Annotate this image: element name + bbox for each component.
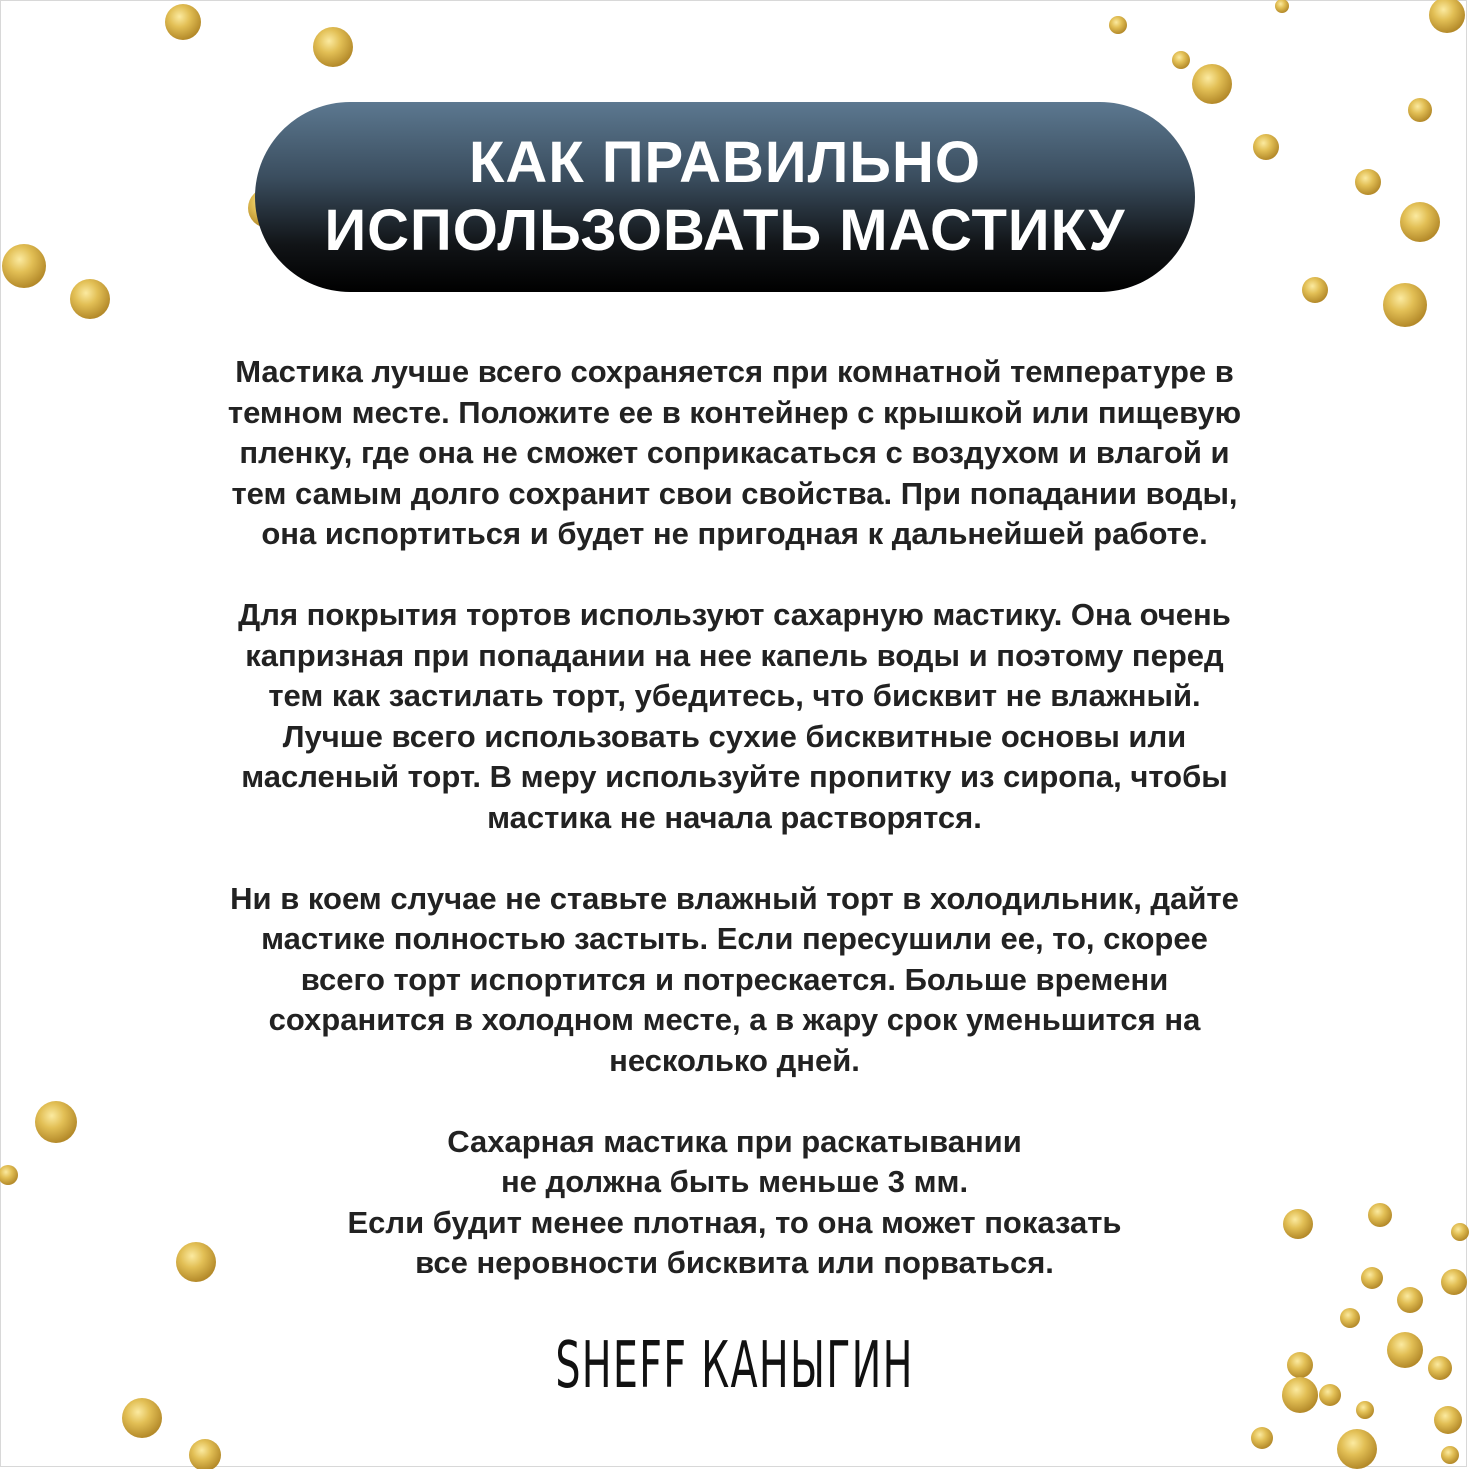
paragraph-storage [100,352,1369,555]
text-line: мастике полностью застыть. Если пересушили ее, то, скорее [261,921,1208,956]
text-line: Для покрытия тортов используют сахарную мастику. Она очень [238,597,1231,632]
confetti-dot [1275,0,1289,13]
confetti-dot [1355,169,1381,195]
paragraph-covering [100,595,1369,838]
text-line: тем самым долго сохранит свои свойства. При попадании воды, [231,475,1238,511]
text-line: темном месте. Положите ее в контейнер с крышкой или пищевую [227,394,1242,430]
confetti-dot [1428,1356,1452,1380]
confetti-dot [1434,1406,1462,1434]
title-banner [255,102,1195,292]
confetti-dot [2,244,46,288]
title-line-2: ИСПОЛЬЗОВАТЬ МАСТИКУ [324,198,1126,263]
confetti-dot [1192,64,1232,104]
article-body [100,352,1369,1324]
text-line: капризная при попадании на нее капель воды и поэтому перед [245,637,1224,673]
confetti-dot [189,1439,221,1469]
text-line: Лучше всего использовать сухие бисквитные основы или [282,718,1187,754]
text-line: все неровности бисквита или порваться. [415,1245,1054,1280]
confetti-dot [70,279,110,319]
text-line: масленый торт. В меру используйте пропитку из сиропа, чтобы [241,759,1228,794]
title-line-1: КАК ПРАВИЛЬНО [469,130,981,195]
confetti-dot [1337,1429,1377,1469]
confetti-dot [1109,16,1127,34]
text-line: Ни в коем случае не ставьте влажный торт в холодильник, дайте [230,880,1239,916]
text-line: несколько дней. [609,1042,860,1078]
brand-signature: SHEFF КАНЫГИН [555,1329,914,1403]
confetti-dot [1282,1377,1318,1413]
text-line: Сахарная мастика при раскатывании [447,1123,1022,1159]
confetti-dot [1302,277,1328,303]
paragraph-refrigeration [100,879,1369,1082]
confetti-dot [1400,202,1440,242]
text-line: всего торт испортится и потрескается. Больше времени [300,961,1169,997]
confetti-dot [1451,1223,1469,1241]
text-line: мастика не начала растворятся. [487,799,982,835]
text-line: сохранится в холодном месте, а в жару срок уменьшится на [268,1002,1201,1037]
confetti-dot [1387,1332,1423,1368]
confetti-dot [1356,1401,1374,1419]
confetti-dot [122,1398,162,1438]
confetti-dot [165,4,201,40]
confetti-dot [1251,1427,1273,1449]
confetti-dot [35,1101,77,1143]
text-line: пленку, где она не сможет соприкасаться с воздухом и влагой и [239,435,1230,470]
confetti-dot [1319,1384,1341,1406]
confetti-dot [1287,1352,1313,1378]
text-line: тем как застилать торт, убедитесь, что бисквит не влажный. [268,678,1201,713]
confetti-dot [1441,1269,1467,1295]
confetti-dot [1429,0,1465,33]
confetti-dot [1383,283,1427,327]
confetti-dot [313,27,353,67]
confetti-dot [1408,98,1432,122]
text-line: не должна быть меньше 3 мм. [500,1164,969,1199]
confetti-dot [1253,134,1279,160]
text-line: она испортиться и будет не пригодная к дальнейшей работе. [261,516,1208,551]
paragraph-thickness [100,1122,1369,1284]
confetti-dot [1441,1446,1459,1464]
confetti-dot [1172,51,1190,69]
confetti-dot [0,1165,18,1185]
text-line: Если будит менее плотная, то она может показать [347,1204,1122,1240]
confetti-dot [1368,1203,1392,1227]
text-line: Мастика лучше всего сохраняется при комнатной температуре в [235,354,1234,389]
confetti-dot [1397,1287,1423,1313]
